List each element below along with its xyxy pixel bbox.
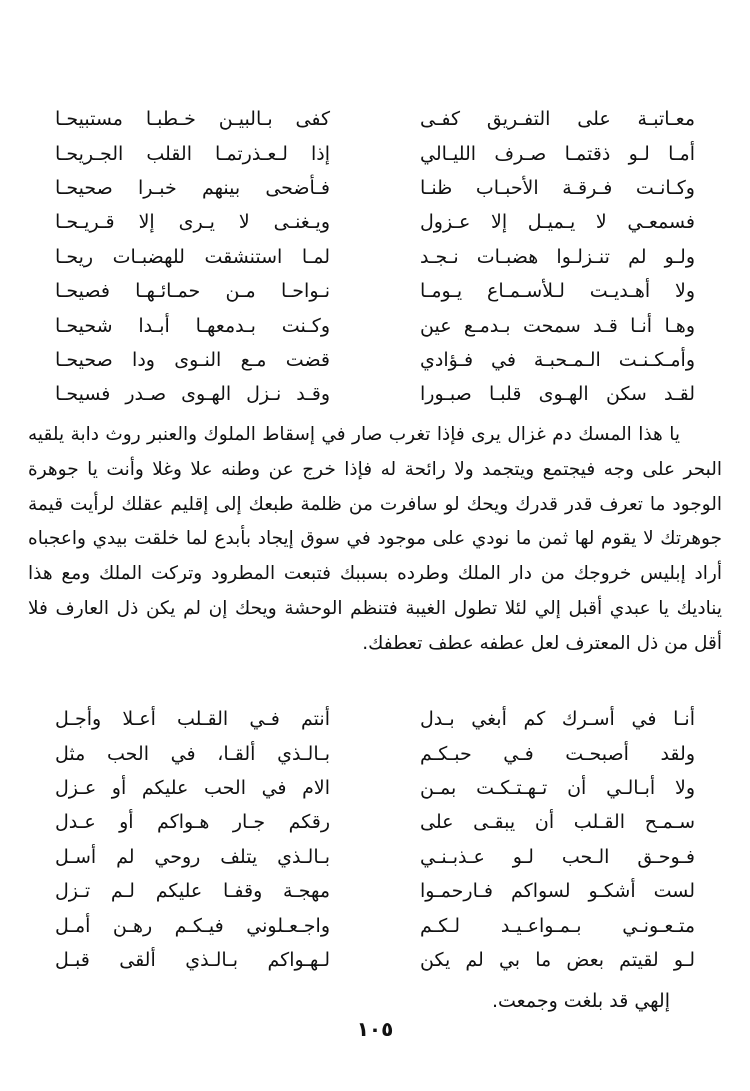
- verse-first-hemistich: لقـد سكن الهـوى قلبـا صبـورا: [420, 383, 695, 406]
- verse: [55, 840, 695, 874]
- verse: [55, 874, 695, 908]
- verse: [55, 702, 695, 736]
- verse: [55, 205, 695, 239]
- verse-second-hemistich: قضت مـع النـوى ودا صحيحـا: [55, 348, 330, 371]
- verse: [55, 771, 695, 805]
- verse-second-hemistich: إذا لـعـذرتمـا القلب الجـريحـا: [55, 142, 330, 165]
- verse-first-hemistich: متـعـونـي بـمـواعـيـد لـكـم: [420, 914, 695, 937]
- prose-paragraph-block: [28, 418, 722, 662]
- verse-second-hemistich: وقـد نـزل الهـوى صـدر فسيحـا: [55, 383, 330, 406]
- prose-paragraph: يا هذا المسك دم غزال يرى فإذا تغرب صار في إسقاط الملوك والعنبر روث دابة يلقيه البحر على وجه فيجتمع ويتجمد ولا رائحة له فإذا خرج عن وطنه علا وغلا وأنت يا جوهرة الوجود ما تعرف قدر قدرك ويحك لو سافرت من ظلمة طبعك إلى إقليم عقلك لرأيت قيمة جوهرتك لا يقوم لها ثمن ما نودي على موجود في سوق إيجاد بأبدع لما خلقت بيدي واعجباه أراد إبليس خروجك من دار الملك وطرده بسببك فتبعت المطرود وتركت الملك ومع هذا يناديك يا عبدي أقبل إلي لئلا تطول الغيبة فتنظم الوحشة ويحك إن لم يكن ذل العارف فلا أقل من ذل المعترف لعل عطفه عطف تعطفك.: [28, 424, 722, 654]
- verse-first-hemistich: فسمعـي لا يـميـل إلا عـزول: [420, 211, 695, 234]
- verse-first-hemistich: وهـا أنـا قـد سمحت بـدمـع عين: [420, 314, 695, 337]
- verse-second-hemistich: بـالـذي ألقـا، في الحب مثل: [55, 742, 330, 765]
- verse-first-hemistich: فـوحـق الـحب لـو عـذبـنـي: [420, 845, 695, 868]
- verse: [55, 343, 695, 377]
- verse-second-hemistich: واجـعـلوني فيـكـم رهـن أمـل: [55, 914, 330, 937]
- verse-second-hemistich: أنتم فـي القـلب أعـلا وأجـل: [55, 708, 330, 731]
- closing-line: إلهي قد بلغت وجمعت.: [491, 990, 670, 1012]
- verse: [55, 805, 695, 839]
- verse: [55, 171, 695, 205]
- verse: [55, 102, 695, 136]
- verse: [55, 240, 695, 274]
- verse-second-hemistich: مهجـة وقفـا عليكم لـم تـزل: [55, 880, 330, 903]
- verse-first-hemistich: لست أشكـو لسواكم فـارحمـوا: [420, 880, 695, 903]
- verse: [55, 136, 695, 170]
- verse: [55, 908, 695, 942]
- verse: [55, 736, 695, 770]
- verse-second-hemistich: الام في الحب عليكم أو عـزل: [55, 776, 330, 799]
- verse-first-hemistich: ولا أهـديـت لـلأسـمـاع يـومـا: [420, 280, 695, 303]
- verse: [55, 943, 695, 977]
- verse-second-hemistich: ويـغنـى لا يـرى إلا قـريـحـا: [55, 211, 330, 234]
- verse-first-hemistich: معـاتبـة على التفـريق كفـى: [420, 108, 695, 131]
- verse-first-hemistich: سـمـح القـلب أن يبقـى على: [420, 811, 695, 834]
- verse-second-hemistich: كفى بـالبيـن خـطبـا مستبيحـا: [55, 108, 330, 131]
- verse-first-hemistich: وأمـكـنـت الـمـحبـة في فـؤادي: [420, 348, 695, 371]
- verse-first-hemistich: وكـانـت فـرقـة الأحبـاب ظنـا: [420, 176, 695, 199]
- verse-second-hemistich: بـالـذي يتلف روحي لم أسـل: [55, 845, 330, 868]
- verse-first-hemistich: أنـا في أسـرك كم أبغي بـدل: [420, 708, 695, 731]
- verse-second-hemistich: نـواحـا مـن حمـائـهـا فصيحـا: [55, 280, 330, 303]
- poem-section-1: [55, 102, 695, 412]
- verse: [55, 274, 695, 308]
- verse-first-hemistich: لـو لقيتم بعض ما بي لم يكن: [420, 948, 695, 971]
- verse-second-hemistich: رقكم جـار هـواكم أو عـدل: [55, 811, 330, 834]
- verse-second-hemistich: لـهـواكم بـالـذي ألقى قبـل: [55, 948, 330, 971]
- verse-first-hemistich: ولا أبـالـي أن تـهـتـكـت بمـن: [420, 776, 695, 799]
- verse-second-hemistich: لمـا استنشقت للهضبـات ريحـا: [55, 245, 330, 268]
- page-number: ١٠٥: [356, 1017, 394, 1041]
- verse: [55, 377, 695, 411]
- verse-second-hemistich: فـأضحى بينهم خبـرا صحيحـا: [55, 176, 330, 199]
- verse: [55, 308, 695, 342]
- verse-first-hemistich: أمـا لـو ذقتمـا صـرف الليـالي: [420, 142, 695, 165]
- verse-first-hemistich: ولـو لم تنـزلـوا هضبـات نـجـد: [420, 245, 695, 268]
- poem-section-2: [55, 702, 695, 977]
- verse-first-hemistich: ولقد أصبحـت فـي حبـكـم: [420, 742, 695, 765]
- verse-second-hemistich: وكـنت بـدمعهـا أبـدا شحيحـا: [55, 314, 330, 337]
